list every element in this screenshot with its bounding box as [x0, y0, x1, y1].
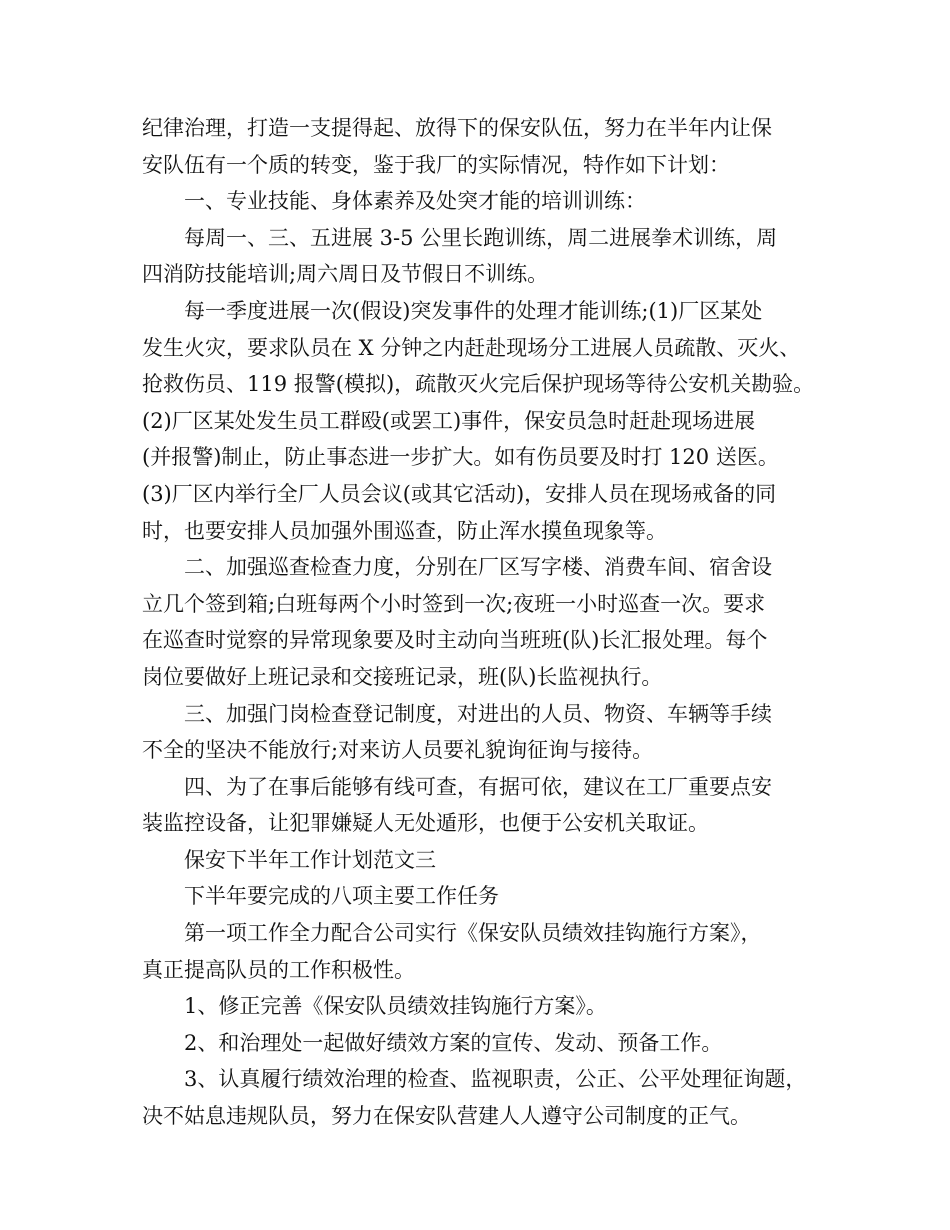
- document-line: 每一季度进展一次(假设)突发事件的处理才能训练;(1)厂区某处: [184, 298, 763, 323]
- document-line: 下半年要完成的八项主要工作任务: [184, 884, 499, 909]
- document-line: 在巡查时觉察的异常现象要及时主动向当班班(队)长汇报处理。每个: [142, 628, 768, 653]
- document-line: 立几个签到箱;白班每两个小时签到一次;夜班一小时巡查一次。要求: [142, 591, 766, 616]
- document-line: (并报警)制止，防止事态进一步扩大。如有伤员要及时打 120 送医。: [142, 445, 779, 470]
- document-line: 1、修正完善《保安队员绩效挂钩施行方案》。: [184, 994, 607, 1019]
- document-line: 时，也要安排人员加强外围巡查，防止浑水摸鱼现象等。: [142, 518, 667, 543]
- document-line: 不全的坚决不能放行;对来访人员要礼貌询征询与接待。: [142, 738, 654, 763]
- document-line: (2)厂区某处发生员工群殴(或罢工)事件，保安员急时赶赴现场进展: [142, 408, 756, 433]
- document-line: 岗位要做好上班记录和交接班记录，班(队)长监视执行。: [142, 664, 663, 689]
- document-body: [142, 110, 822, 1135]
- document-line: 纪律治理，打造一支提得起、放得下的保安队伍，努力在半年内让保: [142, 116, 772, 140]
- document-line: 三、加强门岗检查登记制度，对进出的人员、物资、车辆等手续: [184, 701, 772, 726]
- document-line: 决不姑息违规队员，努力在保安队营建人人遵守公司制度的正气。: [142, 1104, 751, 1129]
- document-line: 四消防技能培训;周六周日及节假日不训练。: [142, 262, 549, 287]
- document-line: 2、和治理处一起做好绩效方案的宣传、发动、预备工作。: [184, 1030, 723, 1055]
- document-line: 第一项工作全力配合公司实行《保安队员绩效挂钩施行方案》，: [184, 921, 762, 946]
- document-line: 安队伍有一个质的转变，鉴于我厂的实际情况，特作如下计划：: [142, 152, 730, 177]
- document-line: 装监控设备，让犯罪嫌疑人无处遁形，也便于公安机关取证。: [142, 811, 709, 836]
- document-line: 抢救伤员、119 报警(模拟)，疏散灭火完后保护现场等待公安机关勘验。: [142, 372, 815, 397]
- document-line: 保安下半年工作计划范文三: [184, 847, 436, 872]
- document-line: 发生火灾，要求队员在 X 分钟之内赶赴现场分工进展人员疏散、灭火、: [142, 335, 801, 360]
- document-line: 二、加强巡查检查力度，分别在厂区写字楼、消费车间、宿舍设: [184, 555, 772, 580]
- document-line: 每周一、三、五进展 3-5 公里长跑训练，周二进展拳术训练，周: [184, 225, 778, 250]
- document-line: (3)厂区内举行全厂人员会议(或其它活动)，安排人员在现场戒备的同: [142, 481, 777, 506]
- document-line: 真正提高队员的工作积极性。: [142, 957, 415, 982]
- document-line: 四、为了在事后能够有线可查，有据可依，建议在工厂重要点安: [184, 774, 772, 799]
- document-line: 一、专业技能、身体素养及处突才能的培训训练：: [184, 189, 646, 214]
- document-line: 3、认真履行绩效治理的检查、监视职责，公正、公平处理征询题，: [184, 1067, 807, 1092]
